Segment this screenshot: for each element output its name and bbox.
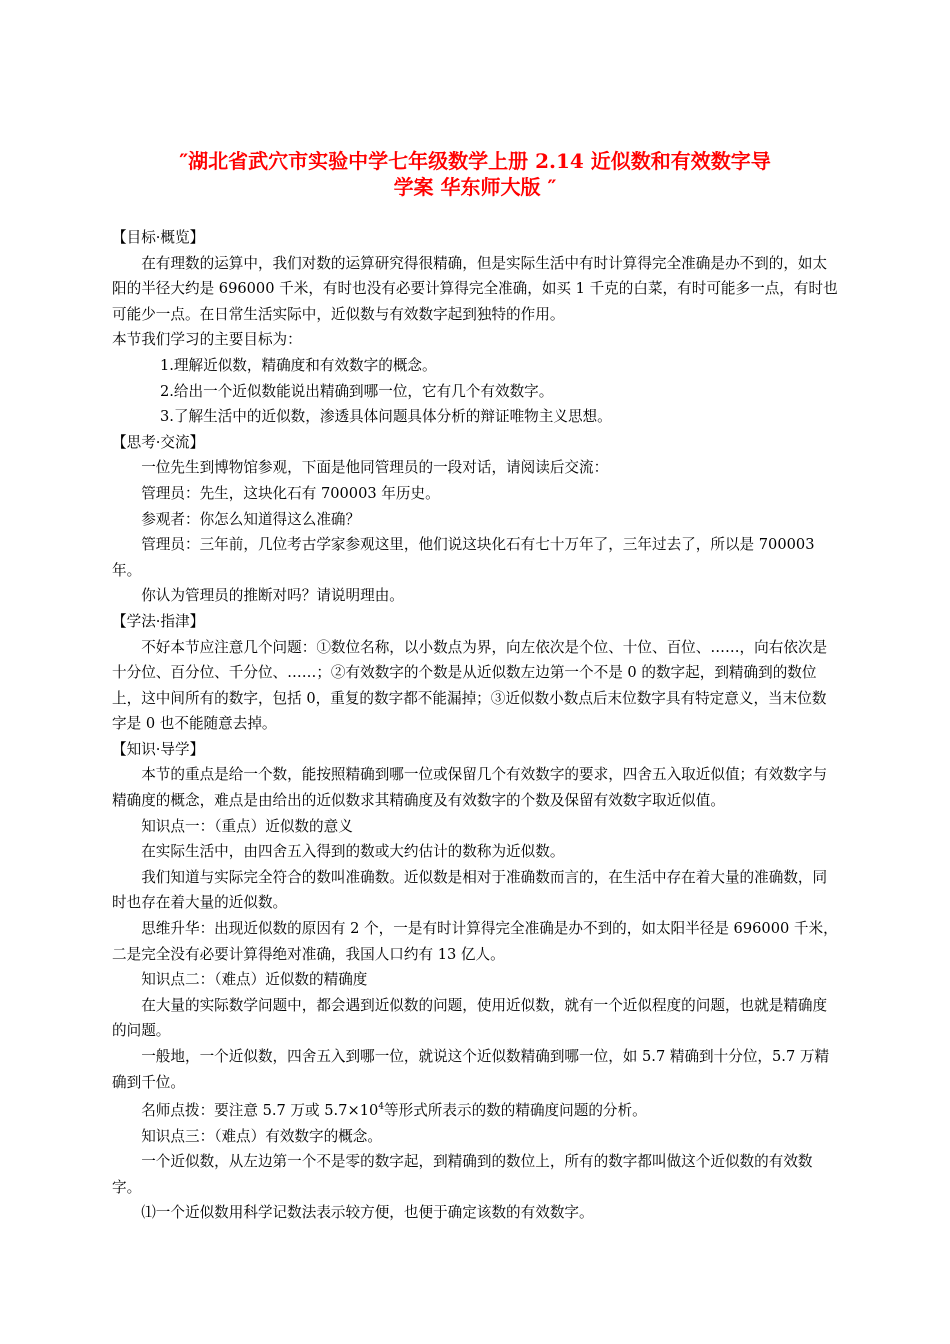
paragraph: 本节的重点是给一个数，能按照精确到哪一位或保留几个有效数字的要求，四舍五入取近似值；有效数字与精确度的概念，难点是由给出的近似数求其精确度及有效数字的个数及保留有效数字取近似值。 xyxy=(112,766,828,810)
body-content xyxy=(112,225,840,1226)
section-heading-knowledge: 【知识·导学】 xyxy=(112,740,205,758)
paragraph: 你认为管理员的推断对吗？请说明理由。 xyxy=(141,587,404,605)
tip-text-b: 等形式所表示的数的精确度问题的分析。 xyxy=(384,1102,647,1120)
goal-item-2: 2.给出一个近似数能说出精确到哪一位，它有几个有效数字。 xyxy=(160,382,554,400)
paragraph: 思维升华：出现近似数的原因有 2 个，一是有时计算得完全准确是办不到的，如太阳半径是 696000 千米，二是完全没有必要计算得绝对准确，我国人口约有 13 亿人。 xyxy=(112,920,838,963)
teacher-tip xyxy=(112,1095,840,1123)
paragraph: 一个近似数，从左边第一个不是零的数字起，到精确到的数位上，所有的数字都叫做这个近似数的有效数字。 xyxy=(112,1153,813,1196)
tip-text-a: 名师点拨：要注意 5.7 万或 5.7×10 xyxy=(141,1102,379,1120)
paragraph: 在实际生活中，由四舍五入得到的数或大约估计的数称为近似数。 xyxy=(141,843,565,861)
section-heading-goals: 【目标·概览】 xyxy=(112,229,205,246)
section-heading-method: 【学法·指津】 xyxy=(112,612,205,630)
goal-item-3: 3.了解生活中的近似数，渗透具体问题具体分析的辩证唯物主义思想。 xyxy=(160,408,612,426)
dialogue-line: 管理员：三年前，几位考古学家参观这里，他们说这块化石有七十万年了，三年过去了，所以是 700003 年。 xyxy=(112,536,815,579)
title-line-2: 学案 华东师大版 ″ xyxy=(393,175,557,199)
title-line-1: ″湖北省武穴市实验中学七年级数学上册 2.14 近似数和有效数字导 xyxy=(179,149,771,173)
knowledge-point-3: 知识点三：（难点）有效数字的概念。 xyxy=(141,1127,382,1145)
goal-item-1: 1.理解近似数，精确度和有效数字的概念。 xyxy=(160,356,437,374)
paragraph: 一位先生到博物馆参观，下面是他同管理员的一段对话，请阅读后交流： xyxy=(141,459,609,477)
dialogue-line: 管理员：先生，这块化石有 700003 年历史。 xyxy=(141,484,440,502)
paragraph: 本节我们学习的主要目标为： xyxy=(112,331,302,349)
paragraph: ⑴一个近似数用科学记数法表示较方便，也便于确定该数的有效数字。 xyxy=(141,1204,594,1222)
paragraph: 不好本节应注意几个问题：①数位名称，以小数点为界，向左依次是个位、十位、百位、……，向右依次是十分位、百分位、千分位、……；②有效数字的个数是从近似数左边第一个不是 0 的数字起，到精确到的数位上，这中间所有的数字，包括 0，重复的数字都不能漏掉；③近似数小数点后末位数字具有特定意义，当末位数字是 0 也不能随意去掉。 xyxy=(112,638,828,733)
paragraph: 我们知道与实际完全符合的数叫准确数。近似数是相对于准确数而言的，在生活中存在着大量的准确数，同时也存在着大量的近似数。 xyxy=(112,868,828,912)
paragraph: 在有理数的运算中，我们对数的运算研究得很精确，但是实际生活中有时计算得完全准确是办不到的，如太阳的半径大约是 696000 千米，有时也没有必要计算得完全准确，如买 1 千克的白菜，有时可能多一点，有时也可能少一点。在日常生活实际中，近似数与有效数字起到独特的作用。 xyxy=(112,254,838,323)
paragraph: 一般地，一个近似数，四舍五入到哪一位，就说这个近似数精确到哪一位，如 5.7 精确到十分位，5.7 万精确到千位。 xyxy=(112,1048,830,1091)
knowledge-point-1: 知识点一：（重点）近似数的意义 xyxy=(141,817,353,835)
dialogue-line: 参观者：你怎么知道得这么准确？ xyxy=(141,510,361,528)
knowledge-point-2: 知识点二：（难点）近似数的精确度 xyxy=(141,971,368,989)
exponent: 4 xyxy=(378,1102,384,1113)
paragraph: 在大量的实际数学问题中，都会遇到近似数的问题，使用近似数，就有一个近似程度的问题，也就是精确度的问题。 xyxy=(112,996,828,1040)
section-heading-discussion: 【思考·交流】 xyxy=(112,433,205,451)
